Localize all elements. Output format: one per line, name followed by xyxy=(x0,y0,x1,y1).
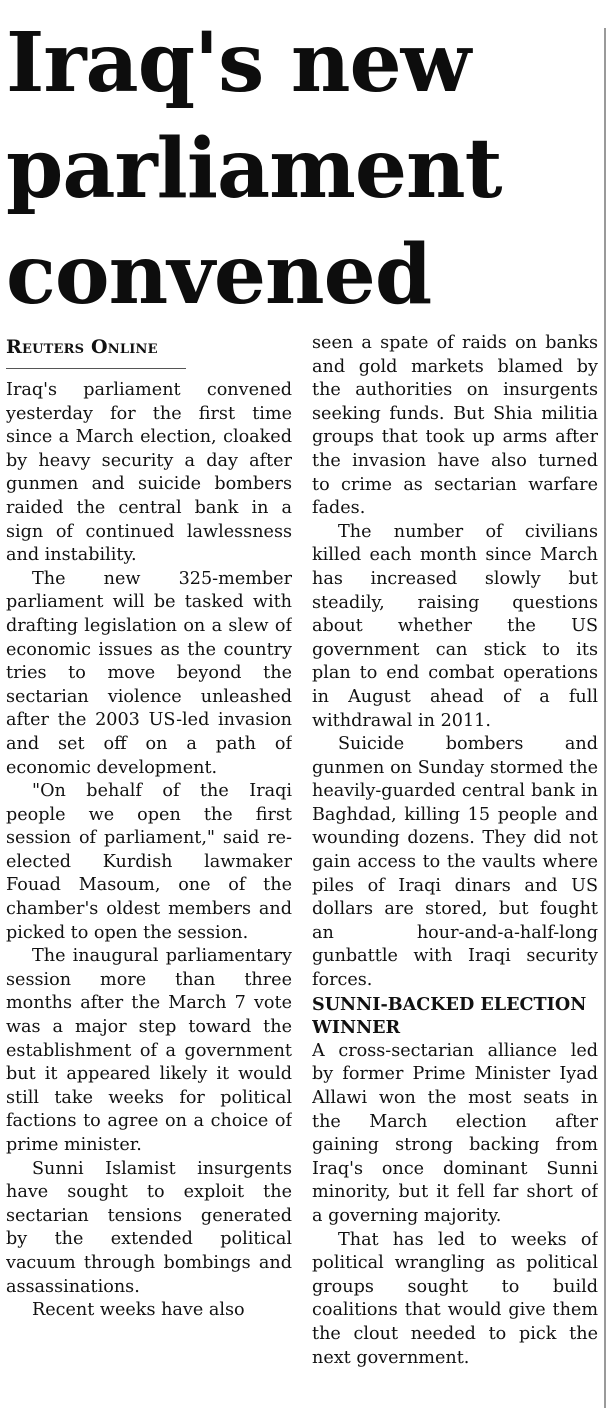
headline-line-2: parliament xyxy=(6,121,502,217)
headline-line-3: convened xyxy=(6,227,432,323)
paragraph: The new 325-member parliament will be tasked with drafting legislation on a slew of economic issues as the country tries to move beyond the sectarian violence unleashed after the 2003 US-led invasion and set off on a path of economic development. xyxy=(6,568,292,778)
paragraph: seen a spate of raids on banks and gold markets blamed by the authorities on insurgents seeking funds. But Shia militia groups that took up arms after the invasion have also turned to crime as sectarian warfare fades. xyxy=(312,333,598,519)
paragraph: Sunni Islamist insurgents have sought to exploit the sectarian tensions generated by the extended political vacuum through bombings and assassinations. xyxy=(6,1158,292,1297)
subheading: SUNNI-BACKED ELECTION WINNER xyxy=(312,993,587,1039)
paragraph: The inaugural parliamentary session more than three months after the March 7 vote was a major step toward the establishment of a government but it appeared likely it would still take weeks for political factions to agree on a choice of prime minister. xyxy=(6,946,292,1155)
column-rule xyxy=(604,28,606,1408)
article-column-right xyxy=(312,332,598,1412)
paragraph: That has led to weeks of political wrangling as political groups sought to build coalitions that would give them the clout needed to pick the next government. xyxy=(312,1229,598,1368)
article-column-left xyxy=(6,328,292,1408)
paragraph: "On behalf of the Iraqi people we open the first session of parliament," said re-elected Kurdish lawmaker Fouad Masoum, one of the chamber's oldest members and picked to open the session. xyxy=(6,781,292,943)
paragraph: Suicide bombers and gunmen on Sunday stormed the heavily-guarded central bank in Baghdad, killing 15 people and wounding dozens. They did not gain access to the vaults where piles of Iraqi dinars and US dollars are stored, but fought an hour-and-a-half-long gunbattle with Iraqi security forces. xyxy=(312,734,598,991)
paragraph: The number of civilians killed each month since March has increased slowly but steadily, raising questions about whether the US government can stick to its plan to end combat operations in August ahead of a full withdrawal in 2011. xyxy=(312,521,598,731)
byline xyxy=(6,334,292,360)
byline-divider xyxy=(6,368,186,369)
byline-text: Reuters Online xyxy=(6,336,158,358)
paragraph: Iraq's parliament convened yesterday for the first time since a March election, cloaked by heavy security a day after gunmen and suicide bombers raided the central bank in a sign of continued lawlessness and instability. xyxy=(6,380,292,566)
headline-line-1: Iraq's new xyxy=(6,15,471,111)
paragraph: A cross-sectarian alliance led by former Prime Minister Iyad Allawi won the most seats in the March election after gaining strong backing from Iraq's once dominant Sunni minority, but it fell far short of a governing majority. xyxy=(312,1040,598,1226)
headline xyxy=(6,10,602,328)
paragraph: Recent weeks have also xyxy=(32,1300,245,1321)
